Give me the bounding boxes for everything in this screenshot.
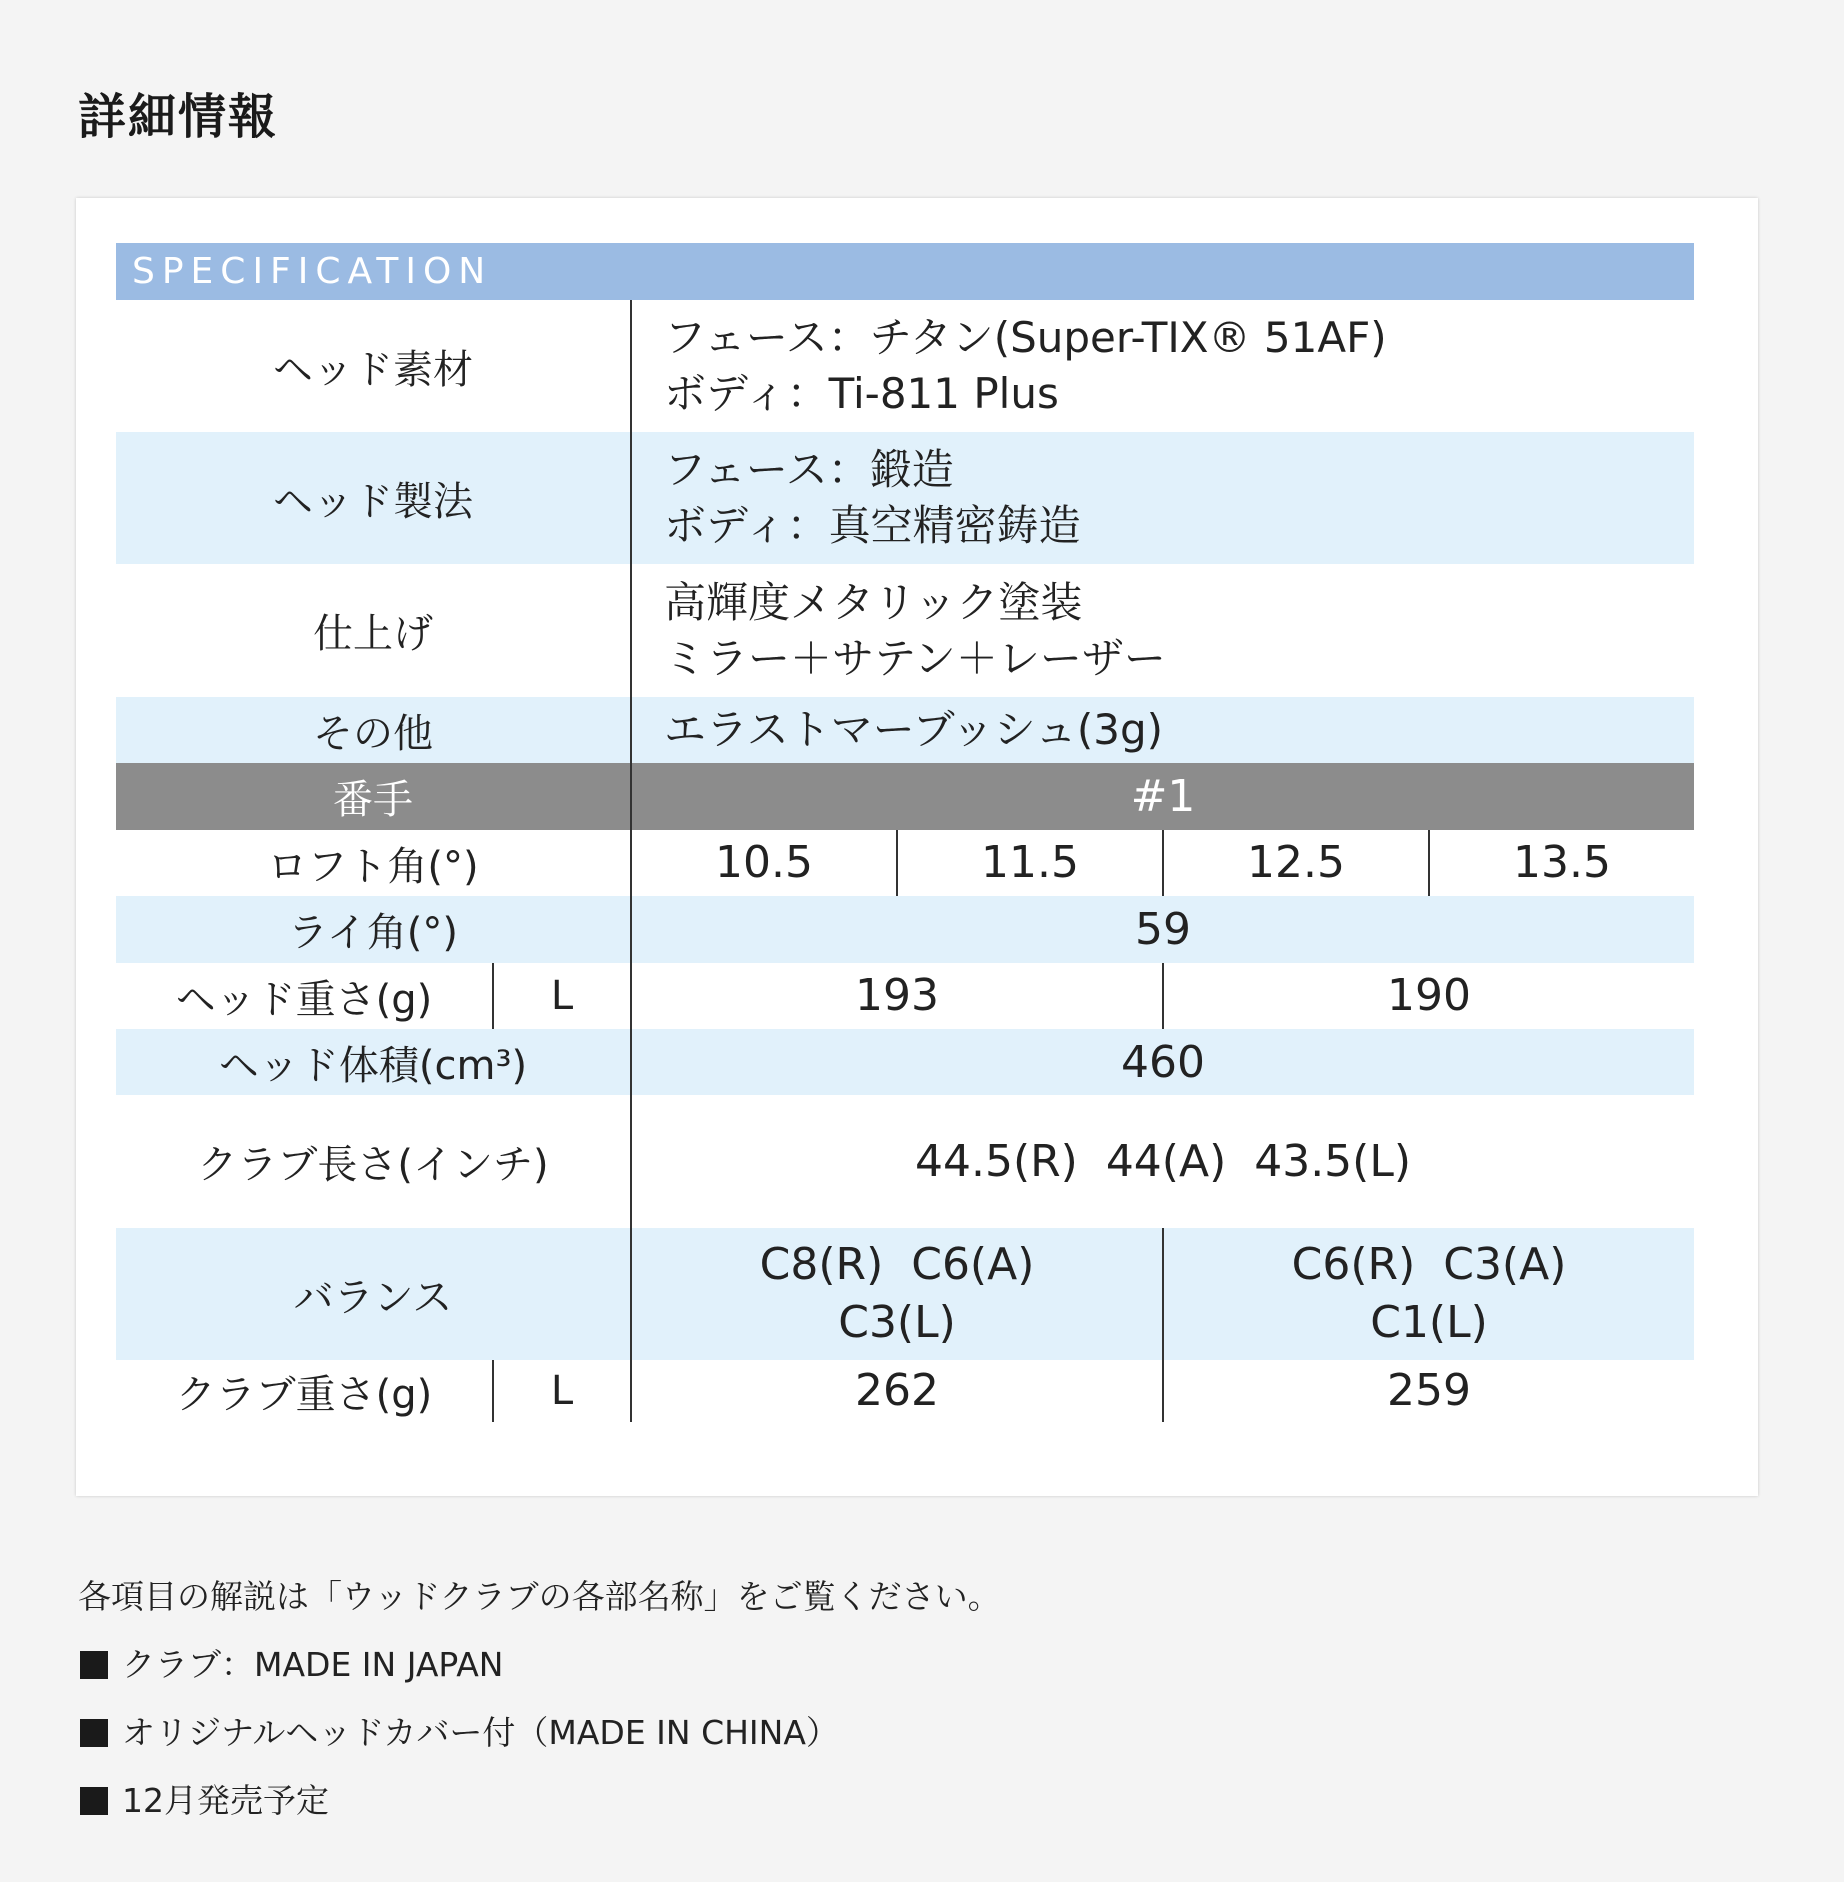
balance-right-line-1: C6(R) C3(A) xyxy=(1291,1239,1567,1290)
club-weight-label: クラブ重さ(g) xyxy=(116,1360,494,1422)
club-weight-value-2: 259 xyxy=(1162,1360,1694,1422)
loft-value-4: 13.5 xyxy=(1428,830,1694,896)
page-title: 詳細情報 xyxy=(78,89,279,145)
bullet-square-icon xyxy=(80,1787,108,1815)
loft-label: ロフト角(°) xyxy=(116,830,632,896)
head-material-label: ヘッド素材 xyxy=(116,300,632,432)
notes xyxy=(78,1577,1001,1852)
finish-line-1: 高輝度メタリック塗装 xyxy=(664,577,1083,627)
note-item-label: オリジナルヘッドカバー付（MADE IN CHINA） xyxy=(122,1713,839,1752)
row-finish xyxy=(116,564,1694,697)
number-label: 番手 xyxy=(116,763,632,830)
notes-intro: 各項目の解説は「ウッドクラブの各部名称」をご覧ください。 xyxy=(78,1577,1001,1616)
club-weight-values xyxy=(632,1360,1694,1422)
note-item-label: クラブ：MADE IN JAPAN xyxy=(122,1645,504,1684)
loft-value-1: 10.5 xyxy=(715,837,813,888)
row-balance xyxy=(116,1228,1694,1360)
note-item-label: 12月発売予定 xyxy=(122,1781,329,1820)
head-volume-label: ヘッド体積(cm³) xyxy=(116,1029,632,1095)
head-method-line-1: フェース：鍛造 xyxy=(664,445,954,494)
head-weight-label-group xyxy=(116,963,632,1029)
head-weight-value-2: 190 xyxy=(1162,963,1694,1029)
row-number xyxy=(116,763,1694,830)
balance-value-right xyxy=(1162,1228,1694,1360)
spec-card xyxy=(76,198,1758,1496)
row-loft xyxy=(116,830,1694,896)
row-head-method xyxy=(116,432,1694,564)
head-weight-sub: L xyxy=(550,973,574,1019)
loft-values xyxy=(632,830,1694,896)
balance-values xyxy=(632,1228,1694,1360)
club-weight-value-1: 262 xyxy=(855,1365,939,1416)
number-value: #1 xyxy=(1130,771,1196,822)
balance-left-line-1: C8(R) C6(A) xyxy=(759,1239,1035,1290)
spec-header: SPECIFICATION xyxy=(116,243,1694,300)
row-other xyxy=(116,697,1694,763)
head-weight-label: ヘッド重さ(g) xyxy=(116,963,494,1029)
spec-table xyxy=(116,243,1694,1422)
head-material-line-2: ボディ：Ti-811 Plus xyxy=(664,369,1059,418)
row-club-weight xyxy=(116,1360,1694,1422)
head-method-value xyxy=(632,432,1694,564)
other-label: その他 xyxy=(116,697,632,763)
head-method-label: ヘッド製法 xyxy=(116,432,632,564)
row-head-material xyxy=(116,300,1694,432)
head-weight-values xyxy=(632,963,1694,1029)
loft-value-3: 12.5 xyxy=(1162,830,1428,896)
loft-value-2: 11.5 xyxy=(896,830,1162,896)
head-material-value xyxy=(632,300,1694,432)
balance-value-left xyxy=(632,1228,1162,1360)
club-weight-label-group xyxy=(116,1360,632,1422)
club-length-value: 44.5(R) 44(A) 43.5(L) xyxy=(914,1136,1412,1187)
head-weight-value-1: 193 xyxy=(855,970,939,1021)
head-volume-value: 460 xyxy=(1121,1036,1205,1088)
club-length-label: クラブ長さ(インチ) xyxy=(116,1095,632,1228)
note-item xyxy=(78,1781,1001,1820)
lie-label: ライ角(°) xyxy=(116,896,632,963)
row-head-weight xyxy=(116,963,1694,1029)
row-club-length xyxy=(116,1095,1694,1228)
note-item xyxy=(78,1713,1001,1752)
finish-line-2: ミラー＋サテン＋レーザー xyxy=(664,633,1166,683)
balance-label: バランス xyxy=(116,1228,632,1360)
head-method-line-2: ボディ：真空精密鋳造 xyxy=(664,501,1081,550)
other-value: エラストマーブッシュ(3g) xyxy=(664,705,1164,754)
finish-value xyxy=(632,564,1694,697)
balance-right-line-2: C1(L) xyxy=(1370,1297,1488,1348)
head-material-line-1: フェース：チタン(Super-TIX® 51AF) xyxy=(664,313,1387,362)
lie-value: 59 xyxy=(1135,904,1191,955)
bullet-square-icon xyxy=(80,1719,108,1747)
club-weight-sub: L xyxy=(550,1368,574,1414)
row-head-volume xyxy=(116,1029,1694,1095)
finish-label: 仕上げ xyxy=(116,564,632,697)
bullet-square-icon xyxy=(80,1651,108,1679)
balance-left-line-2: C3(L) xyxy=(838,1297,956,1348)
note-item xyxy=(78,1645,1001,1684)
row-lie xyxy=(116,896,1694,963)
